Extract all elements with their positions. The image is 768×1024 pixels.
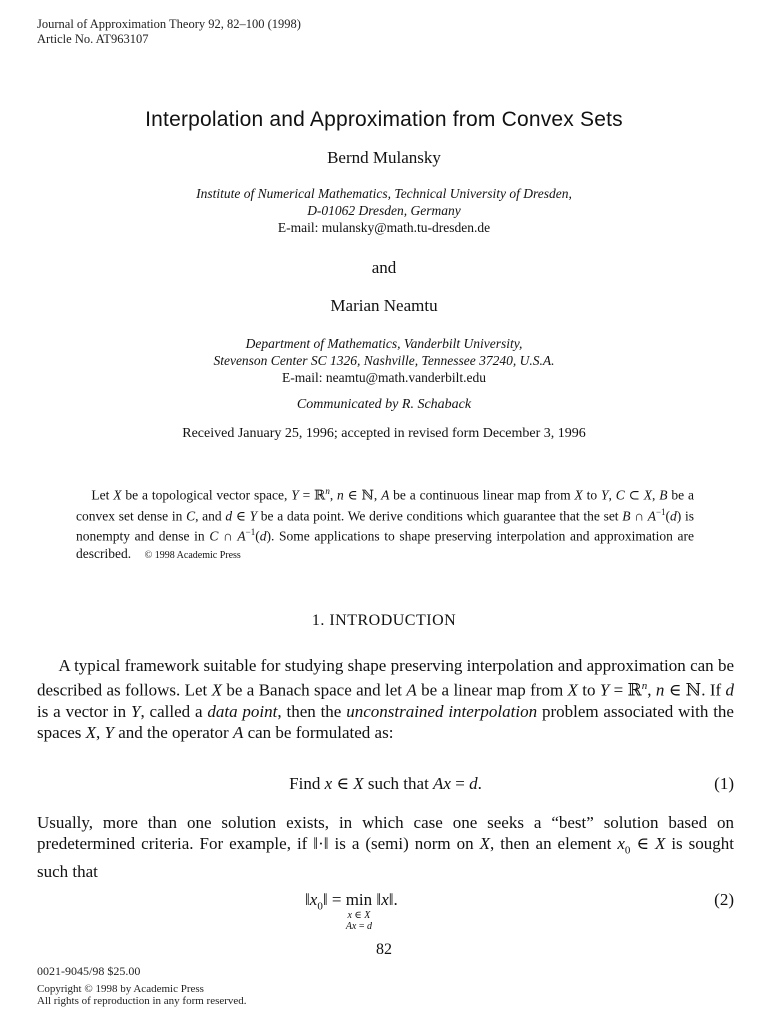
equation-2-number: (2) [714, 890, 734, 909]
and-separator: and [371, 258, 397, 277]
communicated-by: Communicated by R. Schaback [296, 397, 472, 412]
author-name-1: Bernd Mulansky [327, 148, 441, 167]
footer-rights: All rights of reproduction in any form reserved. [37, 995, 247, 1007]
abstract: Let X be a topological vector space, Y = ℝ$^n$, n ∈ ℕ, A be a continuous linear map from X to Y, C ⊂ X, B be a convex set dense in C, and d ∈ Y be a data point. We derive conditions which guarantee that the set B ∩ $A^{-1}(d)$ is nonempty and dense in C ∩ $A^{-1}(d)$. Some applications to shape preserving interpolation and approximation are described. © 1998 Academic Press [76, 486, 695, 561]
author-email-1: E-mail: mulansky@math.tu-dresden.de [277, 220, 491, 235]
author-affiliation-1 [0, 185, 768, 236]
affiliation-line: Stevenson Center SC 1326, Nashville, Tennessee 37240, U.S.A. [213, 353, 555, 368]
article-number: Article No. AT963107 [37, 32, 149, 46]
affiliation-line: D-01062 Dresden, Germany [307, 203, 461, 218]
paper-title: Interpolation and Approximation from Convex Sets [145, 108, 623, 131]
equation-1-number: (1) [714, 774, 734, 793]
intro-paragraph-2: Usually, more than one solution exists, in which case one seeks a “best” solution based on predetermined criteria. For example, if ‖·‖ is a (semi) norm on X, then an element $x_0$ ∈ X is sought such that [37, 813, 734, 882]
section-heading: 1. INTRODUCTION [311, 612, 457, 629]
author-email-2: E-mail: neamtu@math.vanderbilt.edu [282, 370, 486, 385]
author-name-2: Marian Neamtu [330, 296, 438, 315]
affiliation-line: Department of Mathematics, Vanderbilt University, [245, 336, 523, 351]
abstract-copyright: © 1998 Academic Press [144, 549, 241, 561]
received-dates: Received January 25, 1996; accepted in revised form December 3, 1996 [182, 426, 586, 441]
equation-2: $‖x_0‖ = \min$ x ∈ X Ax = d ‖x‖. (2) [305, 890, 734, 932]
affiliation-line: Institute of Numerical Mathematics, Technical University of Dresden, [196, 186, 572, 201]
footer-copyright: Copyright © 1998 by Academic Press [37, 983, 204, 995]
footer-price: 0021-9045/98 $25.00 [37, 964, 141, 978]
equation-1: Find x ∈ X such that Ax = d. (1) [289, 774, 734, 793]
author-affiliation-2 [0, 335, 768, 386]
intro-paragraph-1: A typical framework suitable for studying shape preserving interpolation and approximation can be described as follows. Let X be a Banach space and let A be a linear map from X to Y = ℝ$^n$, n ∈ ℕ. If d is a vector in Y, called a data point, then the unconstrained interpolation problem associated with the spaces X, Y and the operator A can be formulated as: [37, 656, 734, 742]
journal-header [37, 17, 301, 47]
journal-citation: Journal of Approximation Theory 92, 82–100 (1998) [37, 17, 301, 31]
page-number: 82 [376, 941, 392, 958]
